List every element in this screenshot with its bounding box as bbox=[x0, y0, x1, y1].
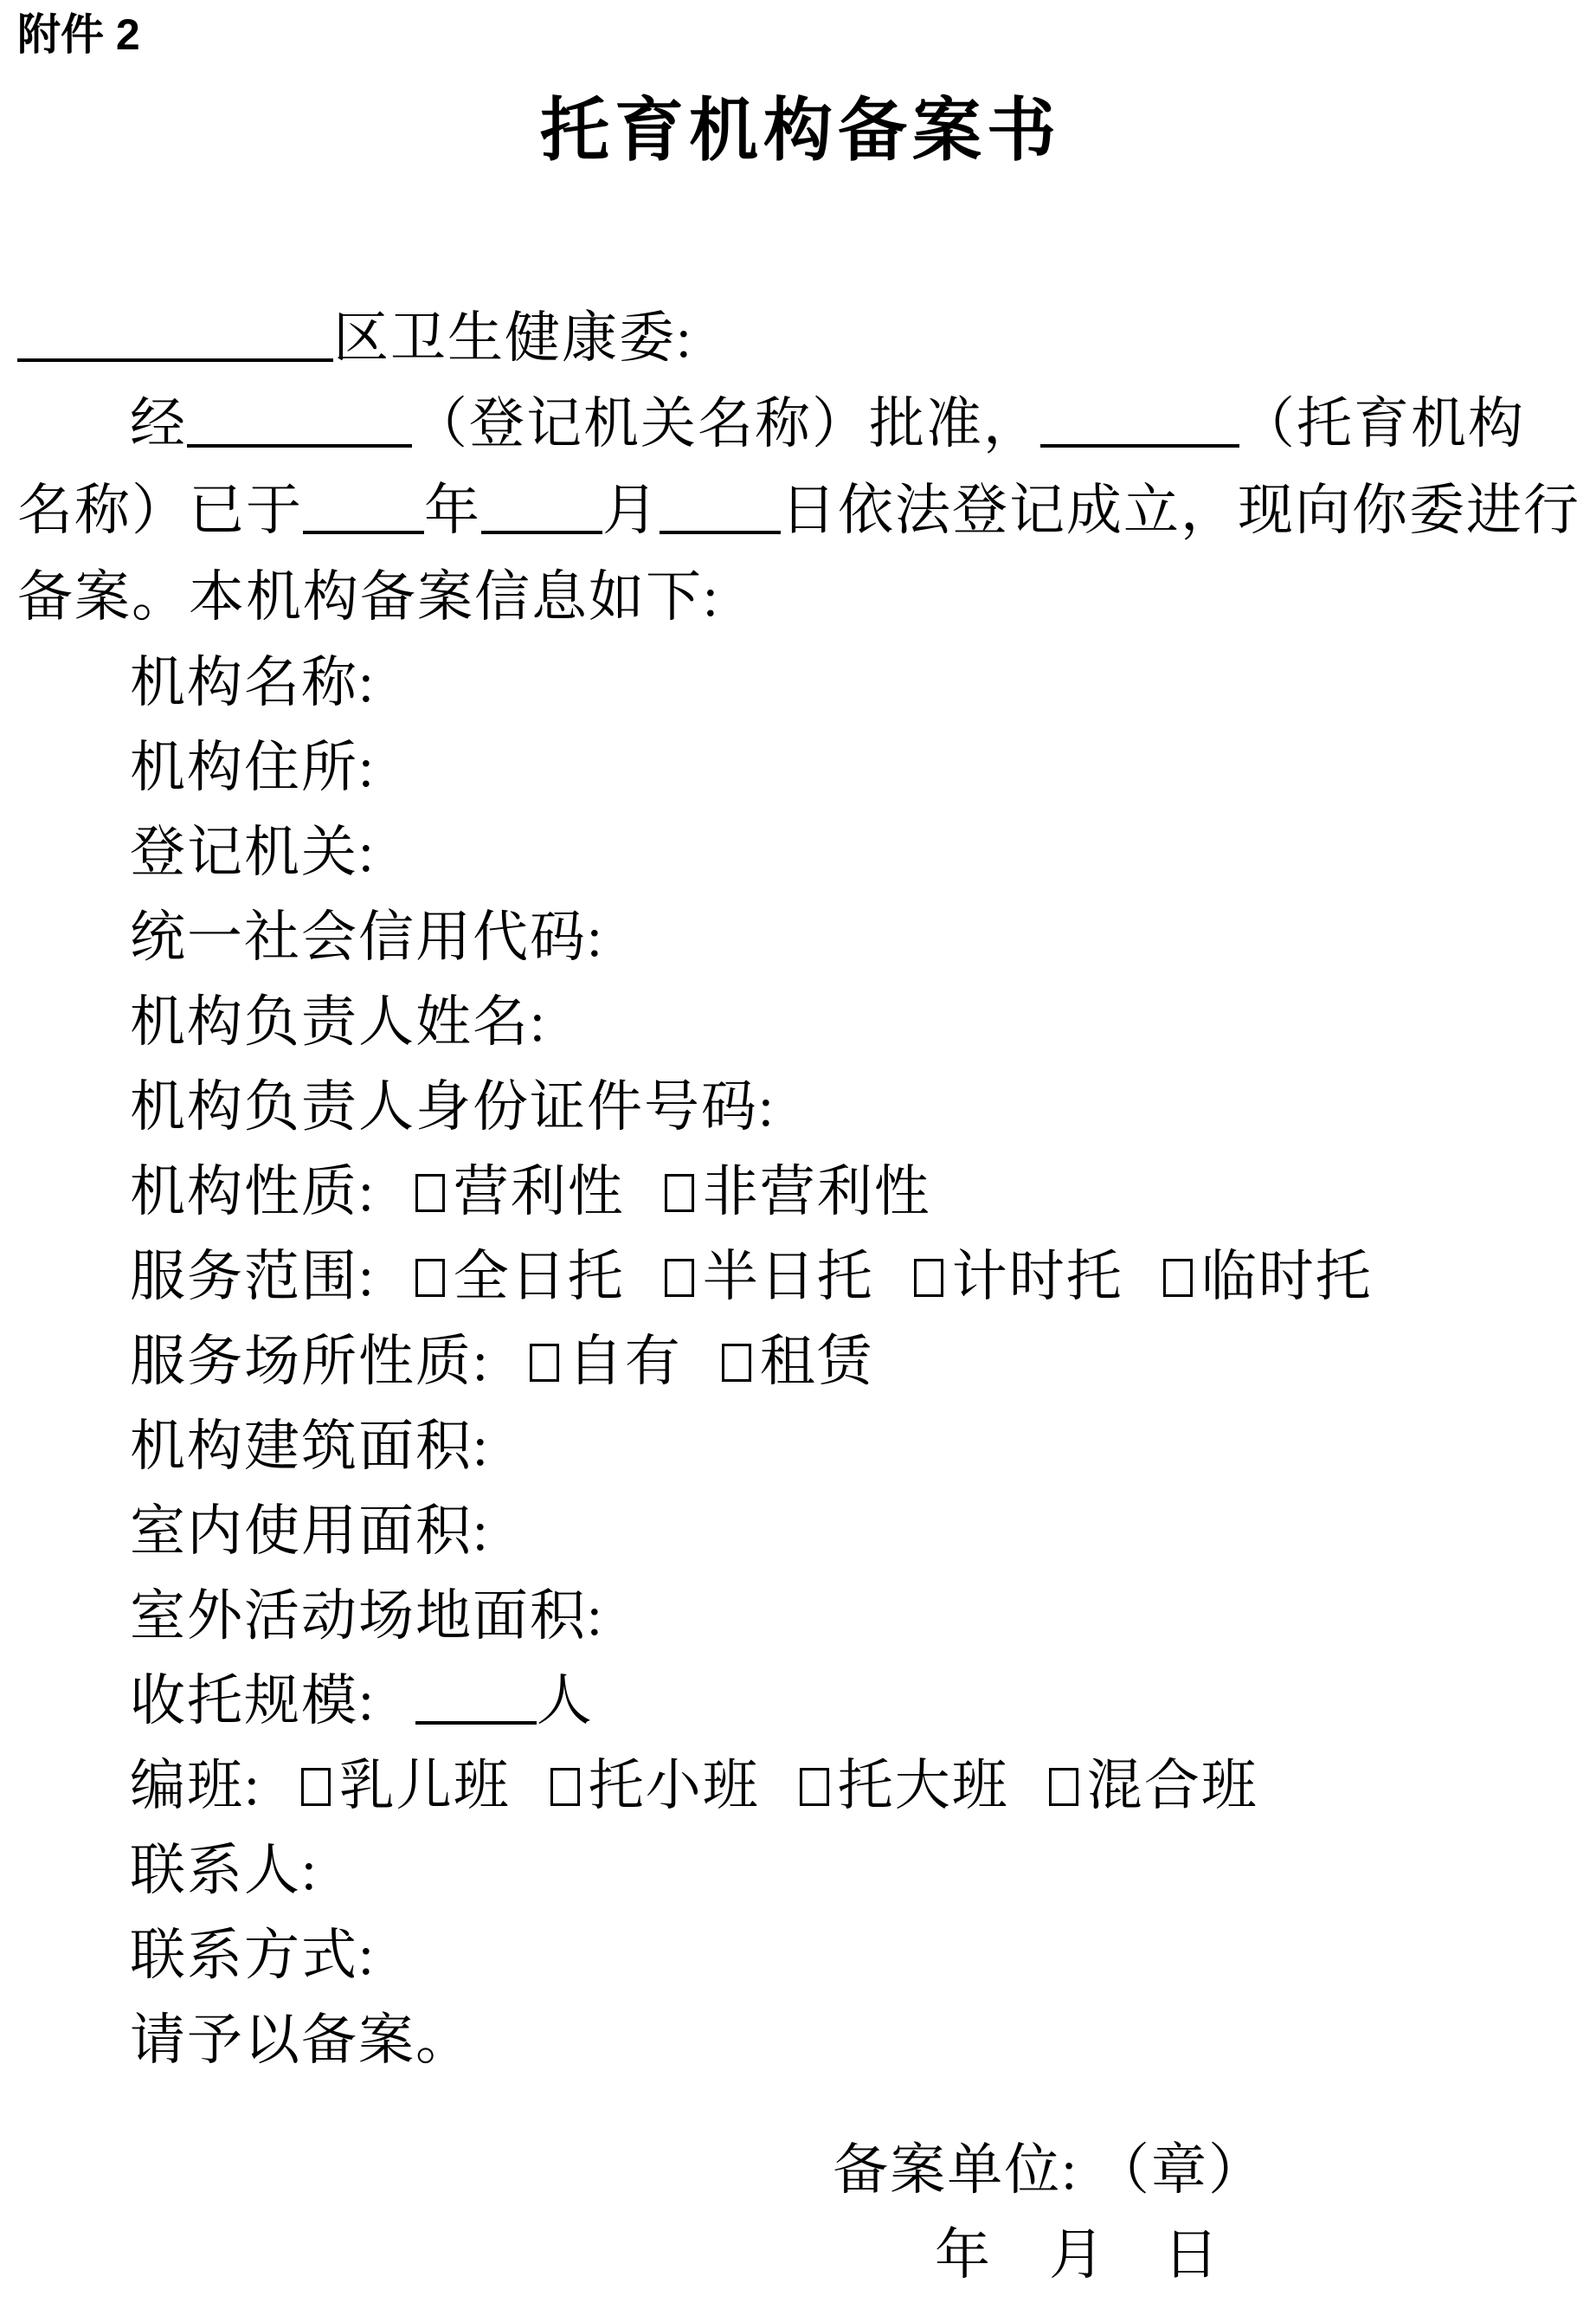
date-month-label: 月 bbox=[1049, 2224, 1106, 2286]
field-label: 机构名称: bbox=[130, 652, 376, 713]
field-outdoor-activity-area bbox=[17, 1574, 1584, 1659]
field-social-credit-code bbox=[17, 895, 1584, 980]
paragraph-text: 经 bbox=[130, 393, 187, 455]
option-toddler-big-class bbox=[800, 1755, 1009, 1816]
checkbox-icon[interactable] bbox=[1049, 1768, 1078, 1806]
option-half-day-care bbox=[665, 1246, 874, 1307]
field-institution-name bbox=[17, 641, 1584, 726]
field-label: 机构负责人姓名: bbox=[130, 991, 547, 1053]
option-label: 自有 bbox=[567, 1331, 682, 1392]
paragraph-text: （托育机构 bbox=[1239, 393, 1525, 455]
year-label: 年 bbox=[424, 480, 481, 541]
option-full-day-care bbox=[415, 1246, 625, 1307]
option-infant-class bbox=[301, 1755, 511, 1816]
option-label: 非营利性 bbox=[702, 1161, 931, 1222]
signature-date-line bbox=[17, 2213, 1584, 2298]
option-label: 托小班 bbox=[588, 1755, 760, 1816]
field-indoor-usable-area bbox=[17, 1489, 1584, 1574]
year-blank[interactable] bbox=[303, 486, 424, 534]
field-contact-person bbox=[17, 1828, 1584, 1913]
signature-block bbox=[17, 2128, 1584, 2298]
closing-line bbox=[17, 1998, 1584, 2083]
field-contact-method bbox=[17, 1913, 1584, 1998]
opening-paragraph bbox=[17, 381, 1584, 641]
checkbox-icon[interactable] bbox=[415, 1174, 445, 1212]
option-mixed-class bbox=[1049, 1755, 1258, 1816]
option-label: 全日托 bbox=[453, 1246, 625, 1307]
field-head-id-number bbox=[17, 1065, 1584, 1150]
field-registration-authority bbox=[17, 810, 1584, 895]
date-day-label: 日 bbox=[1163, 2224, 1220, 2286]
paragraph-text: 备案。本机构备案信息如下: bbox=[17, 566, 720, 628]
paragraph-line-3 bbox=[17, 554, 1584, 641]
month-blank[interactable] bbox=[481, 486, 602, 534]
checkbox-icon[interactable] bbox=[1163, 1259, 1193, 1297]
checkbox-icon[interactable] bbox=[665, 1259, 694, 1297]
option-label: 半日托 bbox=[702, 1246, 874, 1307]
checkbox-icon[interactable] bbox=[722, 1344, 751, 1382]
checkbox-icon[interactable] bbox=[550, 1768, 580, 1806]
date-year-label: 年 bbox=[935, 2224, 992, 2286]
field-care-capacity bbox=[17, 1659, 1584, 1744]
field-institution-nature bbox=[17, 1150, 1584, 1235]
field-head-name bbox=[17, 980, 1584, 1065]
field-label: 统一社会信用代码: bbox=[130, 906, 604, 968]
filing-unit-seal-line: 备案单位: （章） bbox=[833, 2139, 1265, 2201]
salutation-line bbox=[17, 296, 1584, 381]
registration-authority-blank[interactable] bbox=[187, 399, 412, 448]
option-label: 计时托 bbox=[951, 1246, 1123, 1307]
paragraph-text: 名称）已于 bbox=[17, 480, 303, 541]
option-label: 租赁 bbox=[759, 1331, 874, 1392]
day-blank[interactable] bbox=[660, 486, 781, 534]
recipient-district-blank[interactable] bbox=[17, 313, 333, 362]
attachment-label: 附件 2 bbox=[17, 10, 140, 59]
field-label: 登记机关: bbox=[130, 822, 376, 883]
closing-text: 请予以备案。 bbox=[130, 2009, 473, 2071]
option-self-owned bbox=[530, 1331, 682, 1392]
checkbox-icon[interactable] bbox=[665, 1174, 694, 1212]
page-title: 托育机构备案书 bbox=[540, 94, 1061, 170]
field-institution-address bbox=[17, 726, 1584, 810]
checkbox-icon[interactable] bbox=[301, 1768, 331, 1806]
option-temporary-care bbox=[1163, 1246, 1373, 1307]
option-label: 托大班 bbox=[837, 1755, 1009, 1816]
field-label: 机构住所: bbox=[130, 737, 376, 798]
checkbox-icon[interactable] bbox=[415, 1259, 445, 1297]
paragraph-text: （登记机关名称）批准， bbox=[412, 393, 1040, 455]
checkbox-icon[interactable] bbox=[800, 1768, 829, 1806]
option-for-profit bbox=[415, 1161, 625, 1222]
field-label: 机构建筑面积: bbox=[130, 1416, 490, 1477]
field-service-scope bbox=[17, 1235, 1584, 1319]
option-label: 临时托 bbox=[1200, 1246, 1373, 1307]
field-premises-nature bbox=[17, 1319, 1584, 1404]
option-toddler-small-class bbox=[550, 1755, 760, 1816]
field-label: 机构性质: bbox=[130, 1161, 376, 1222]
field-label: 联系方式: bbox=[130, 1925, 376, 1986]
paragraph-text: 日依法登记成立，现向你委进行 bbox=[781, 480, 1580, 541]
field-label: 服务范围: bbox=[130, 1246, 376, 1307]
field-label: 室外活动场地面积: bbox=[130, 1585, 604, 1647]
paragraph-line-1 bbox=[17, 381, 1584, 468]
field-label: 收托规模: bbox=[130, 1670, 376, 1732]
option-hourly-care bbox=[914, 1246, 1123, 1307]
option-label: 混合班 bbox=[1086, 1755, 1258, 1816]
field-class-grouping bbox=[17, 1744, 1584, 1828]
month-label: 月 bbox=[602, 480, 660, 541]
field-label: 室内使用面积: bbox=[130, 1500, 490, 1562]
field-label: 服务场所性质: bbox=[130, 1331, 490, 1392]
institution-name-blank[interactable] bbox=[1040, 399, 1239, 448]
field-label: 机构负责人身份证件号码: bbox=[130, 1076, 775, 1138]
field-building-area bbox=[17, 1404, 1584, 1489]
option-label: 乳儿班 bbox=[338, 1755, 511, 1816]
checkbox-icon[interactable] bbox=[530, 1344, 559, 1382]
capacity-unit-label: 人 bbox=[536, 1670, 594, 1732]
capacity-blank[interactable] bbox=[415, 1676, 537, 1725]
option-label: 营利性 bbox=[453, 1161, 625, 1222]
salutation-text: 区卫生健康委: bbox=[333, 307, 693, 369]
field-label: 编班: bbox=[130, 1755, 261, 1816]
option-nonprofit bbox=[665, 1161, 931, 1222]
paragraph-line-2 bbox=[17, 468, 1584, 554]
field-label: 联系人: bbox=[130, 1840, 319, 1901]
checkbox-icon[interactable] bbox=[914, 1259, 943, 1297]
option-rented bbox=[722, 1331, 874, 1392]
